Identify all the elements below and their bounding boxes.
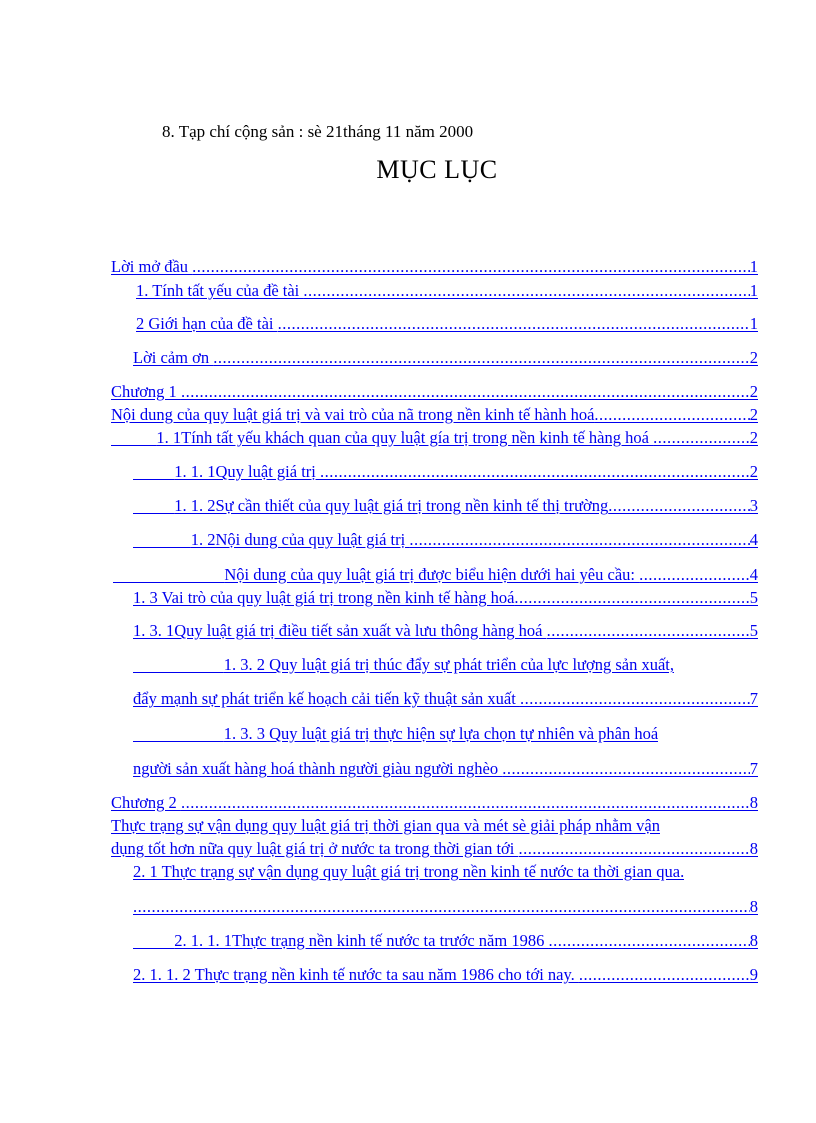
toc-page-number: 2 [749, 382, 758, 401]
toc-entry-text: Lời cảm ơn [133, 348, 214, 367]
toc-entry-text: 1. 3. 1Quy luật giá trị điều tiết sản xuất và lưu thông hàng hoá [133, 621, 547, 640]
leader-dots [192, 257, 750, 277]
toc-entry-loi-mo-dau[interactable] [111, 257, 758, 277]
leader-dots [213, 348, 750, 368]
toc-page-number: 7 [749, 689, 758, 708]
leader-dots [653, 428, 750, 448]
toc-page-number: 8 [749, 793, 758, 812]
leader-dots [639, 565, 750, 585]
toc-page-number: 2 [749, 462, 758, 481]
toc-page-number: 2 [749, 428, 758, 447]
toc-entry-text: Lời mở đầu [111, 257, 193, 276]
toc-entry-text: 1. 2Nội dung của quy luật giá trị [190, 530, 410, 549]
toc-entry-text: Chương 1 [111, 382, 181, 401]
indent [133, 496, 174, 516]
toc-page-number: 2 [749, 405, 758, 424]
toc-entry-1-1-2[interactable] [133, 496, 758, 516]
toc-page-number: 4 [749, 565, 758, 584]
toc-entry-chuong-1[interactable] [111, 382, 758, 402]
leader-dots [520, 689, 750, 709]
toc-entry-text: Thực trạng sự vận dụng quy luật giá trị thời gian qua và mét sè giải pháp nhằm vận [111, 816, 660, 835]
toc-entry-1-3-2-line1[interactable] [133, 655, 674, 675]
toc-entry-text: đẩy mạnh sự phát triển kế hoạch cải tiến kỹ thuật sản xuất [133, 689, 520, 708]
toc-page-number: 5 [749, 621, 758, 640]
toc-entry-1-1-1[interactable] [133, 462, 758, 482]
toc-page-number: 1 [749, 314, 758, 333]
toc-page-number: 9 [749, 965, 758, 984]
toc-entry-text: 2. 1. 1. 2 Thực trạng nền kinh tế nước ta sau năm 1986 cho tới nay. [133, 965, 579, 984]
toc-entry-thuc-trang-line2[interactable] [111, 839, 758, 859]
toc-entry-noi-dung-quy-luat[interactable] [111, 405, 758, 425]
toc-entry-text: 2. 1. 1. 1Thực trạng nền kinh tế nước ta trước năm 1986 [174, 931, 549, 950]
indent [111, 428, 156, 448]
toc-entry-1-3-3-line1[interactable] [133, 724, 658, 744]
toc-entry-1-3-3-line2[interactable] [133, 759, 758, 779]
leader-dots [608, 496, 750, 516]
toc-entry-text: dụng tốt hơn nữa quy luật giá trị ở nước ta trong thời gian tới [111, 839, 519, 858]
leader-dots [547, 621, 750, 641]
toc-page-number: 8 [749, 897, 758, 916]
toc-entry-text: 1. Tính tất yếu của đề tài [136, 281, 304, 300]
toc-entry-2-1-1-2[interactable] [133, 965, 758, 985]
leader-dots [594, 405, 749, 425]
toc-entry-text: Nội dung của quy luật giá trị và vai trò của nã trong nền kinh tế hành hoá [111, 405, 595, 424]
toc-page-number: 1 [749, 281, 758, 300]
toc-entry-text: 2. 1 Thực trạng sự vận dụng quy luật giá trị trong nền kinh tế nước ta thời gian qua. [133, 862, 685, 881]
toc-page-number: 2 [749, 348, 758, 367]
toc-entry-2-1-1-1[interactable] [133, 931, 758, 951]
indent [133, 530, 191, 550]
page-title: MỤC LỤC [376, 155, 498, 184]
indent [113, 565, 224, 585]
toc-entry-text: 1. 1. 2Sự cần thiết của quy luật giá trị trong nền kinh tế thị trường [174, 496, 609, 515]
leader-dots [181, 382, 750, 402]
toc-entry-text: 1. 3. 3 Quy luật giá trị thực hiện sự lựa chọn tự nhiên và phân hoá [223, 724, 659, 743]
toc-page-number: 5 [749, 588, 758, 607]
leader-dots [278, 314, 750, 334]
leader-dots [519, 839, 750, 859]
reference-line: 8. Tạp chí cộng sản : sè 21tháng 11 năm 2000 [162, 122, 474, 141]
toc-entry-tinh-tat-yeu[interactable] [136, 281, 758, 301]
toc-entry-text: 1. 3 Vai trò của quy luật giá trị trong nền kinh tế hàng hoá [133, 588, 515, 607]
toc-entry-1-3-1[interactable] [133, 621, 758, 641]
toc-entry-thuc-trang-line1[interactable] [111, 816, 660, 836]
toc-entry-1-3-2-line2[interactable] [133, 689, 758, 709]
toc-entry-text: 2 Giới hạn của đề tài [136, 314, 278, 333]
leader-dots [502, 759, 750, 779]
toc-page-number: 4 [749, 530, 758, 549]
leader-dots [514, 588, 749, 608]
toc-entry-1-3[interactable] [133, 588, 758, 608]
toc-entry-2-1-line2[interactable] [133, 897, 758, 917]
toc-page-number: 7 [749, 759, 758, 778]
toc-entry-noi-dung-yeu-cau[interactable] [113, 565, 758, 585]
toc-page-number: 3 [749, 496, 758, 515]
toc-entry-gioi-han[interactable] [136, 314, 758, 334]
toc-entry-chuong-2[interactable] [111, 793, 758, 813]
leader-dots [409, 530, 749, 550]
indent [133, 931, 174, 951]
toc-entry-text: 1. 1. 1Quy luật giá trị [174, 462, 320, 481]
leader-dots [181, 793, 750, 813]
indent [133, 724, 224, 743]
toc-page-number: 1 [749, 257, 758, 276]
toc-entry-text: Chương 2 [111, 793, 181, 812]
toc-entry-text: người sản xuất hàng hoá thành người giàu người nghèo [133, 759, 503, 778]
toc-page-number: 8 [749, 931, 758, 950]
toc-entry-loi-cam-on[interactable] [133, 348, 758, 368]
leader-dots [579, 965, 750, 985]
toc-page-number: 8 [749, 839, 758, 858]
toc-entry-2-1-line1[interactable] [133, 862, 684, 882]
leader-dots [548, 931, 749, 951]
indent [133, 462, 174, 482]
toc-entry-text: 1. 3. 2 Quy luật giá trị thúc đẩy sự phát triển của lực lượng sản xuất, [223, 655, 674, 674]
indent [133, 655, 224, 674]
toc-entry-1-2[interactable] [133, 530, 758, 550]
toc-entry-text: Nội dung của quy luật giá trị được biểu hiện dưới hai yêu cầu: [224, 565, 640, 584]
leader-dots [303, 281, 749, 301]
toc-entry-text: 1. 1Tính tất yếu khách quan của quy luật gía trị trong nền kinh tế hàng hoá [156, 428, 654, 447]
toc-entry-1-1[interactable] [111, 428, 758, 448]
leader-dots [320, 462, 750, 482]
leader-dots [133, 897, 750, 917]
